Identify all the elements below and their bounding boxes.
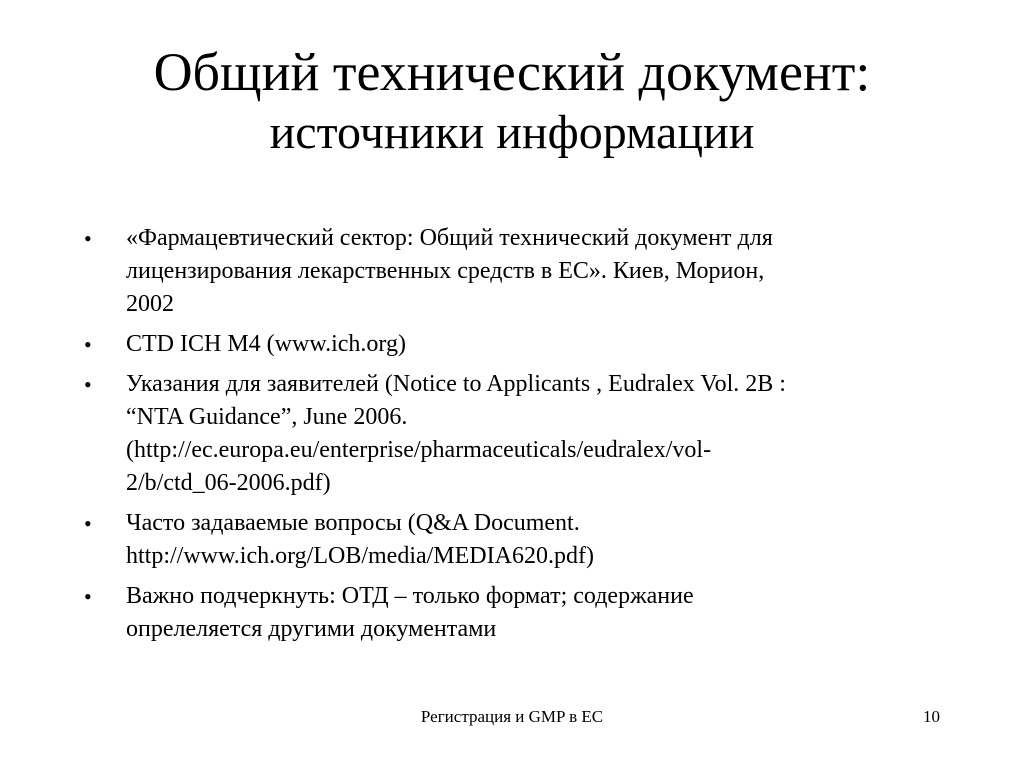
bullet-item [82,328,902,361]
page-number: 10 [923,707,940,726]
slide-title-line-1: Общий технический документ: [153,42,871,102]
slide-title-line-2: источники информации [269,106,755,159]
bullet-text-line: 2002 [126,291,174,317]
slide-title [0,40,1024,162]
bullet-item [82,507,902,573]
bullet-dot-icon: • [84,511,92,536]
bullet-text-line: http://www.ich.org/LOB/media/MEDIA620.pdf) [126,543,594,569]
bullet-text-line: Указания для заявителей (Notice to Applicants , Eudralex Vol. 2B : [126,371,786,397]
bullet-text-line: Часто задаваемые вопросы (Q&A Document. [126,510,580,536]
bullet-text-line: опрелеляется другими документами [126,616,497,642]
bullet-text-line: “NTA Guidance”, June 2006. [126,404,408,430]
bullet-text-line: «Фармацевтический сектор: Общий технический документ для [126,225,773,251]
bullet-dot-icon: • [84,332,92,357]
bullet-item [82,368,902,500]
bullet-item [82,222,902,321]
bullet-text-line: лицензирования лекарственных средств в ЕС». Киев, Морион, [126,258,765,284]
bullet-text-line: 2/b/ctd_06-2006.pdf) [126,470,331,496]
bullet-text-line: Важно подчеркнуть: ОТД – только формат; содержание [126,583,694,609]
bullet-dot-icon: • [84,226,92,251]
bullet-dot-icon: • [84,584,92,609]
bullet-text-line: CTD ICH M4 (www.ich.org) [126,331,406,357]
bullet-dot-icon: • [84,372,92,397]
bullet-item [82,580,902,646]
bullet-list [82,222,902,653]
bullet-text-line: (http://ec.europa.eu/enterprise/pharmaceuticals/eudralex/vol- [126,437,712,463]
slide-footer: Регистрация и GMP в ЕС [420,707,604,726]
